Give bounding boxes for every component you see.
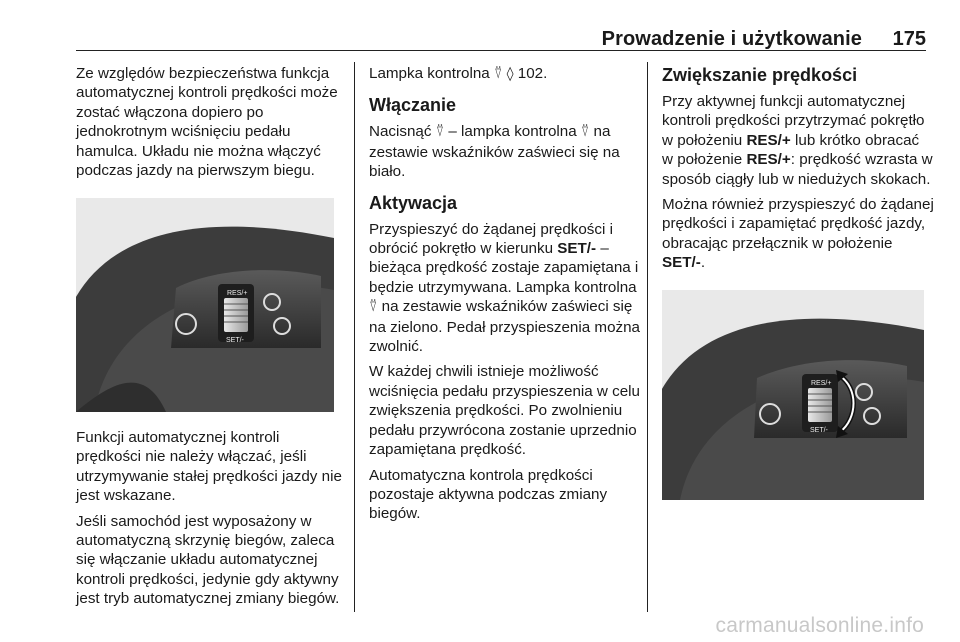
safety-paragraph: Ze względów bezpieczeństwa funkcja automatycznej kontroli prędkości może zostać włączona dopiero po jednokrotnym wciśnięciu pedału hamulca. Układu nie można włączyć podczas jazdy na pierwszym biegu. bbox=[76, 65, 338, 180]
lamp-prefix: Lampka kontrolna bbox=[369, 65, 490, 82]
set-minus-key: SET/- bbox=[662, 254, 701, 272]
activation-paragraph: Przyspieszyć do żądanej prędkości i obrócić pokrętło w kierunku SET/- – bieżąca prędkość zostaje zapamiętana i będzie utrzymywana. Lampka kontrolna ⍢ na zestawie wskaźników zaświeci się na zielono. Pedał przyspieszenia można zwolnić. bbox=[369, 220, 641, 356]
res-plus-label: RES/+ bbox=[227, 290, 248, 297]
steering-wheel-figure-2 bbox=[662, 290, 924, 500]
watermark-text: carmanualsonline.info bbox=[715, 614, 924, 637]
steering-wheel-illustration bbox=[76, 198, 334, 412]
res-plus-key: RES/+ bbox=[746, 151, 791, 169]
set-minus-label: SET/- bbox=[810, 427, 828, 434]
increase-paragraph-1: Przy aktywnej funkcji automatycznej kontroli prędkości przytrzymać pokrętło w położeniu RES/+ lub krótko obracać w położenie RES/+: prędkość wzrasta w sposób ciągły lub w niedużych skokach. bbox=[662, 93, 933, 188]
increase-paragraph-2: Można również przyspieszyć do żądanej prędkości i zapamiętać prędkość jazdy, obracając przełącznik w położenie SET/-. bbox=[662, 196, 934, 272]
cruise-control-icon: ⍢ bbox=[493, 66, 503, 82]
steering-wheel-figure-1 bbox=[76, 198, 334, 412]
steering-wheel-illustration bbox=[662, 290, 924, 500]
automatic-gearbox-paragraph: Jeśli samochód jest wyposażony w automatyczną skrzynię biegów, zaleca się włączanie układu automatycznej kontroli prędkości, jedynie gdy aktywny jest tryb automatycznej zmiany biegów. bbox=[76, 512, 340, 608]
gear-change-paragraph: Automatyczna kontrola prędkości pozostaje aktywna podczas zmiany biegów. bbox=[369, 466, 608, 523]
column-1-lower bbox=[76, 428, 348, 615]
header-rule bbox=[76, 50, 926, 51]
page-title: Prowadzenie i użytkowanie bbox=[601, 28, 862, 50]
lamp-reference bbox=[369, 64, 641, 84]
column-divider bbox=[647, 62, 648, 612]
accelerator-paragraph: W każdej chwili istnieje możliwość wciśnięcia pedału przyspieszenia w celu zwiększenia prędkości. Po zwolnieniu pedału przywrócona zostanie uprzednio zapamiętana prędkość. bbox=[369, 363, 640, 459]
cruise-control-icon: ⍢ bbox=[435, 124, 445, 141]
heading-increase-speed: Zwiększanie prędkości bbox=[662, 65, 858, 85]
column-2 bbox=[369, 64, 641, 530]
reference-arrow-icon: ◊ bbox=[506, 66, 514, 82]
lamp-page-ref: 102. bbox=[517, 65, 548, 82]
res-plus-label: RES/+ bbox=[811, 380, 832, 387]
page-header bbox=[76, 28, 926, 52]
heading-activation: Aktywacja bbox=[369, 192, 458, 213]
column-1 bbox=[76, 64, 348, 186]
page-number: 175 bbox=[892, 28, 926, 50]
column-divider bbox=[354, 62, 355, 612]
heading-switch-on: Włączanie bbox=[369, 95, 457, 116]
switch-on-paragraph: Nacisnąć ⍢ – lampka kontrolna ⍢ na zestawie wskaźników zaświeci się na biało. bbox=[369, 123, 620, 181]
cruise-control-icon: ⍢ bbox=[369, 299, 378, 316]
set-minus-key: SET/- bbox=[557, 240, 597, 258]
column-3 bbox=[662, 64, 934, 279]
warning-paragraph: Funkcji automatycznej kontroli prędkości nie należy włączać, jeśli utrzymywanie stałej prędkości jazdy nie jest wskazane. bbox=[76, 429, 342, 505]
set-minus-label: SET/- bbox=[226, 337, 244, 344]
cruise-control-icon: ⍢ bbox=[580, 124, 590, 141]
res-plus-key: RES/+ bbox=[746, 131, 791, 149]
